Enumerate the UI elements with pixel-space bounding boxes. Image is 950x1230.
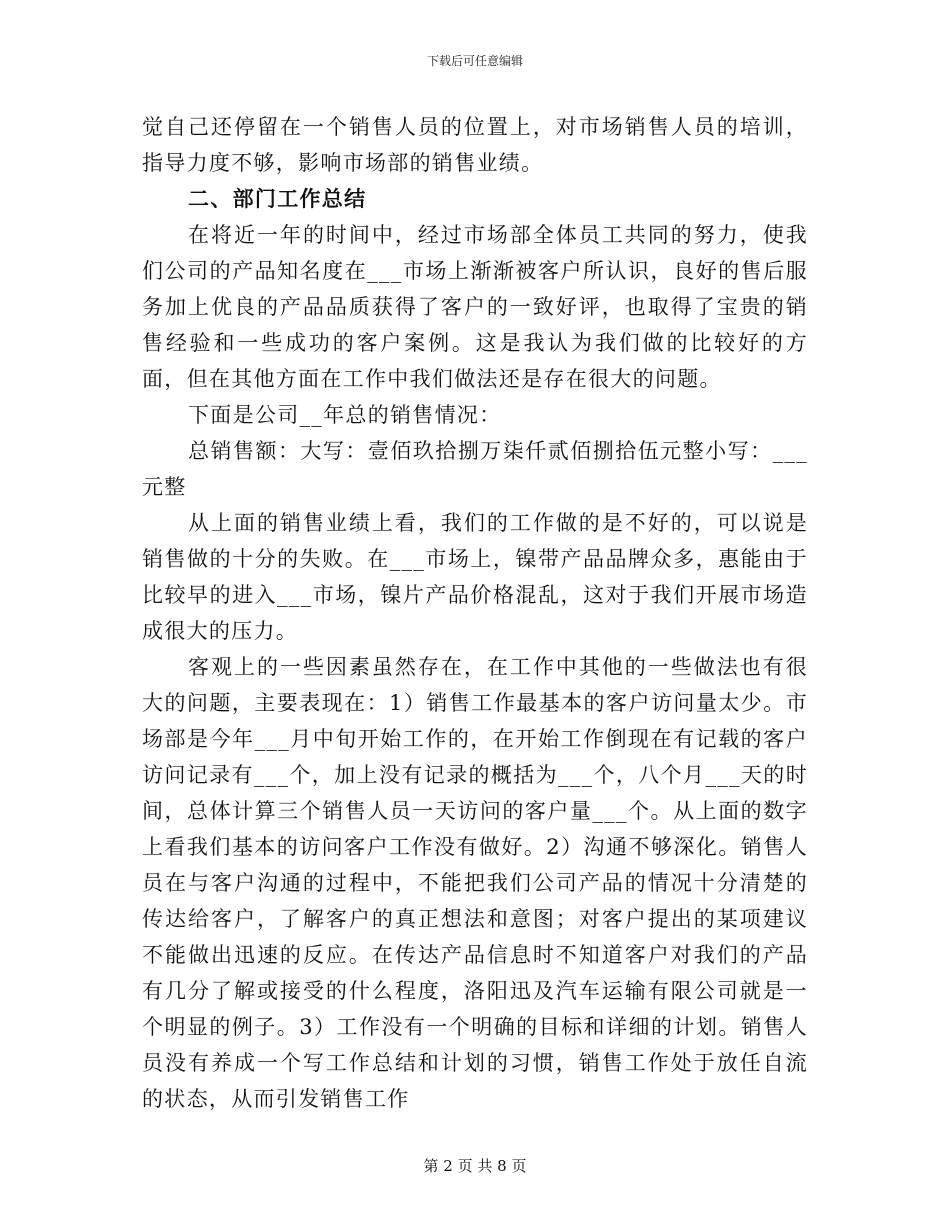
- paragraph-sales-performance: 从上面的销售业绩上看，我们的工作做的是不好的，可以说是销售做的十分的失败。在___市场上，镍带产品品牌众多，惠能由于比较早的进入___市场，镍片产品价格混乱，这对于我们开展市场造成很大的压力。: [142, 511, 808, 643]
- paragraph-department-summary: 在将近一年的时间中，经过市场部全体员工共同的努力，使我们公司的产品知名度在___市场上渐渐被客户所认识，良好的售后服务加上优良的产品品质获得了客户的一致好评，也取得了宝贵的销售经验和一些成功的客户案例。这是我认为我们做的比较好的方面，但在其他方面在工作中我们做法还是存在很大的问题。: [142, 223, 808, 391]
- paragraph-problems: 客观上的一些因素虽然存在，在工作中其他的一些做法也有很大的问题，主要表现在：1）销售工作最基本的客户访问量太少。市场部是今年___月中旬开始工作的，在开始工作倒现在有记载的客户访问记录有___个，加上没有记录的概括为___个，八个月___天的时间，总体计算三个销售人员一天访问的客户量___个。从上面的数字上看我们基本的访问客户工作没有做好。2）沟通不够深化。销售人员在与客户沟通的过程中，不能把我们公司产品的情况十分清楚的传达给客户，了解客户的真正想法和意图；对客户提出的某项建议不能做出迅速的反应。在传达产品信息时不知道客户对我们的产品有几分了解或接受的什么程度，洛阳迅及汽车运输有限公司就是一个明显的例子。3）工作没有一个明确的目标和详细的计划。销售人员没有养成一个写工作总结和计划的习惯，销售工作处于放任自流的状态，从而引发销售工作: [142, 655, 808, 1111]
- paragraph-sales-intro: 下面是公司__年总的销售情况：: [188, 403, 502, 427]
- page-number-footer: 第 2 页 共 8 页: [423, 1157, 527, 1175]
- paragraph-continued: 觉自己还停留在一个销售人员的位置上，对市场销售人员的培训，指导力度不够，影响市场部的销售业绩。: [142, 115, 808, 175]
- paragraph-total-sales: 总销售额：大写：壹佰玖拾捌万柒仟贰佰捌拾伍元整小写：___元整: [142, 439, 808, 499]
- page-header-note: 下载后可任意编辑: [426, 54, 523, 68]
- document-body: [142, 109, 808, 1117]
- section-heading: 二、部门工作总结: [188, 186, 367, 211]
